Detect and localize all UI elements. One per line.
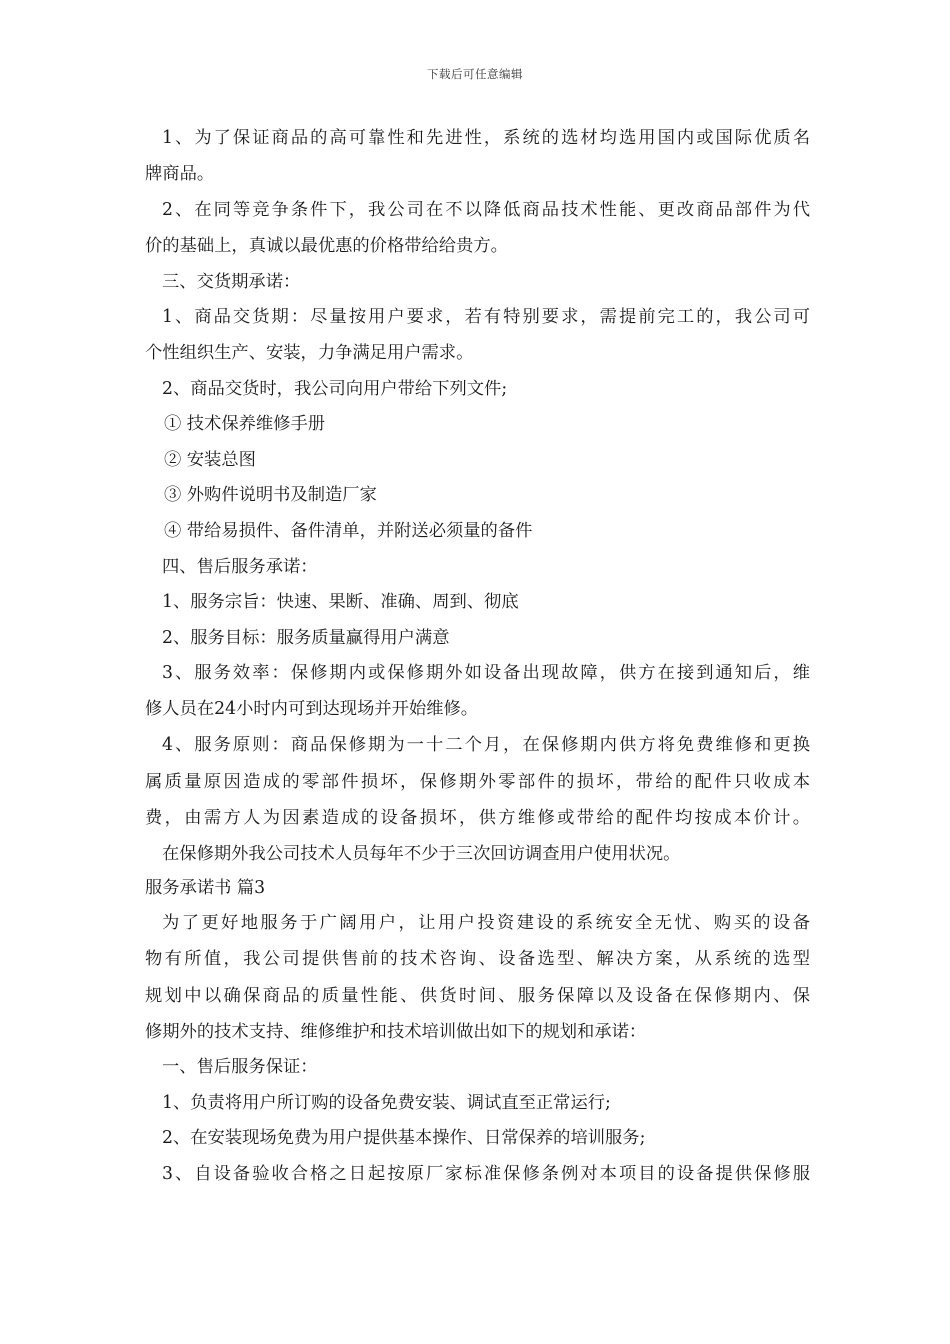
- paragraph-line: 规划中以确保商品的质量性能、供货时间、服务保障以及设备在保修期内、保: [145, 986, 810, 1006]
- paragraph-line: 1、服务宗旨：快速、果断、准确、周到、彻底: [162, 592, 519, 612]
- list-item: ④ 带给易损件、备件清单，并附送必须量的备件: [164, 521, 533, 541]
- paragraph-line: 2、服务目标：服务质量赢得用户满意: [162, 628, 450, 648]
- section-heading: 四、售后服务承诺：: [162, 557, 318, 577]
- section-title: 服务承诺书 篇3: [145, 878, 266, 898]
- paragraph-line: 2、在同等竞争条件下，我公司在不以降低商品技术性能、更改商品部件为代: [162, 200, 810, 220]
- paragraph-line: 牌商品。: [145, 164, 215, 184]
- paragraph-line: 2、商品交货时，我公司向用户带给下列文件;: [162, 379, 508, 399]
- paragraph-line: 费，由需方人为因素造成的设备损坏，供方维修或带给的配件均按成本价计。: [145, 808, 810, 828]
- paragraph-line: 2、在安装现场免费为用户提供基本操作、日常保养的培训服务;: [162, 1128, 646, 1148]
- paragraph-line: 1、为了保证商品的高可靠性和先进性，系统的选材均选用国内或国际优质名: [162, 128, 810, 148]
- paragraph-line: 4、服务原则：商品保修期为一十二个月，在保修期内供方将免费维修和更换: [162, 735, 810, 755]
- paragraph-line: 在保修期外我公司技术人员每年不少于三次回访调查用户使用状况。: [162, 844, 681, 864]
- paragraph-line: 修期外的技术支持、维修维护和技术培训做出如下的规划和承诺：: [145, 1022, 647, 1042]
- page-header: 下载后可任意编辑: [427, 67, 523, 81]
- list-item: ③ 外购件说明书及制造厂家: [164, 485, 377, 505]
- list-item: ② 安装总图: [164, 450, 256, 470]
- paragraph-line: 物有所值，我公司提供售前的技术咨询、设备选型、解决方案，从系统的选型: [145, 949, 810, 969]
- paragraph-line: 3、自设备验收合格之日起按原厂家标准保修条例对本项目的设备提供保修服: [162, 1164, 810, 1184]
- paragraph-line: 个性组织生产、安装，力争满足用户需求。: [145, 343, 474, 363]
- paragraph-line: 1、负责将用户所订购的设备免费安装、调试直至正常运行;: [162, 1093, 611, 1113]
- paragraph-line: 3、服务效率：保修期内或保修期外如设备出现故障，供方在接到通知后，维: [162, 663, 810, 683]
- list-item: ① 技术保养维修手册: [164, 414, 326, 434]
- paragraph-line: 属质量原因造成的零部件损坏，保修期外零部件的损坏，带给的配件只收成本: [145, 772, 810, 792]
- paragraph-line: 1、商品交货期：尽量按用户要求，若有特别要求，需提前完工的，我公司可: [162, 307, 810, 327]
- paragraph-line: 价的基础上，真诚以最优惠的价格带给给贵方。: [145, 236, 508, 256]
- paragraph-line: 修人员在24小时内可到达现场并开始维修。: [145, 699, 479, 719]
- paragraph-line: 为了更好地服务于广阔用户，让用户投资建设的系统安全无忧、购买的设备: [162, 913, 810, 933]
- section-heading: 一、售后服务保证：: [162, 1057, 318, 1077]
- section-heading: 三、交货期承诺：: [162, 272, 301, 292]
